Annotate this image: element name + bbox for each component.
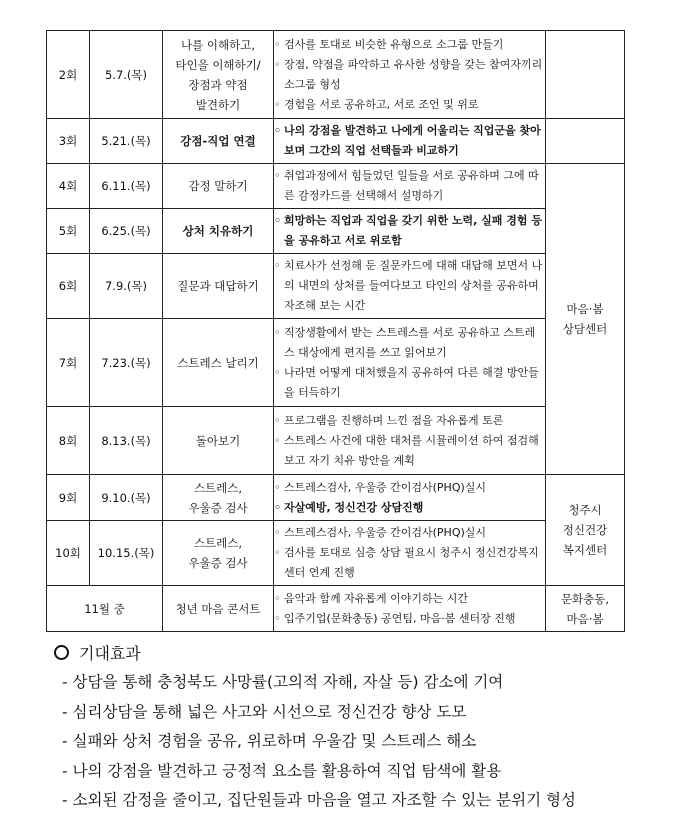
title-line: 우울증 검사 [188,556,248,570]
title-line: 스트레스, [193,480,243,495]
venue-line: 상담센터 [562,322,608,336]
session-title: 스트레스 날리기 [163,319,274,407]
session-timing: 11월 중 [47,586,163,632]
table-row [47,209,625,254]
session-content [274,209,546,254]
session-title [163,521,274,586]
session-number: 3회 [47,119,90,164]
content-bullet: ◦ 프로그램을 진행하며 느낀 점을 자유롭게 토론 [274,411,545,431]
table-row [47,119,625,164]
table-row [47,31,625,119]
content-bullet: ◦ 검사를 토대로 비슷한 유형으로 소그룹 만들기 [274,35,545,55]
session-content [274,319,546,407]
session-number: 10회 [47,521,90,586]
title-line: 장점과 약점 [188,77,248,92]
section-heading [54,640,654,668]
content-bullet: ◦ 직장생활에서 받는 스트레스를 서로 공유하고 스트레스 대상에게 편지를 쓰고 읽어보기 [274,323,545,363]
venue-cell-empty [546,119,625,164]
session-content [274,521,546,586]
expected-effects-section [54,640,654,816]
session-number: 7회 [47,319,90,407]
effect-item: - 나의 강점을 발견하고 긍정적 요소를 활용하여 직업 탐색에 활용 [62,761,502,780]
session-title: 감정 말하기 [163,164,274,209]
session-title: 돌아보기 [163,407,274,475]
effect-item: - 심리상담을 통해 넓은 사고와 시선으로 정신건강 향상 도모 [62,702,467,721]
table-row [47,475,625,521]
venue-cheongju [546,475,625,586]
content-bullet: ◦ 스트레스검사, 우울증 간이검사(PHQ)실시 [274,523,545,543]
session-content [274,407,546,475]
venue-line: 마음·봄 [566,302,604,316]
effect-item: - 실패와 상처 경험을 공유, 위로하며 우울감 및 스트레스 해소 [62,732,477,750]
table-row [47,164,625,209]
venue-cell-empty [546,31,625,119]
content-bullet: ◦ 스트레스 사건에 대한 대처를 시뮬레이션 하여 점검해 보고 자기 치유 방안을 계획 [274,431,545,471]
content-bullet: ◦ 음악과 함께 자유롭게 이야기하는 시간 [274,589,545,609]
session-date: 8.13.(목) [90,407,163,475]
table-row [47,521,625,586]
session-number: 8회 [47,407,90,475]
title-line: 타인을 이해하기/ [175,57,261,72]
table-row [47,586,625,632]
program-schedule-table [46,30,625,632]
title-line: 우울증 검사 [188,500,248,515]
session-content [274,586,546,632]
session-content [274,164,546,209]
session-date: 6.25.(목) [90,209,163,254]
table-row [47,407,625,475]
session-date: 7.9.(목) [90,254,163,319]
content-bullet: ◦ 입주기업(문화충동) 공연팀, 마음·봄 센터장 진행 [274,609,545,629]
title-line: 스트레스, [193,536,243,550]
session-number: 2회 [47,31,90,119]
effect-item: - 상담을 통해 충청북도 사망률(고의적 자해, 자살 등) 감소에 기여 [62,673,504,691]
content-bullet: ◦ 나의 강점을 발견하고 나에게 어울리는 직업군을 찾아보며 그간의 직업 선택들과 비교하기 [274,121,545,161]
session-title: 상처 치유하기 [163,209,274,254]
venue-culture [546,586,625,632]
session-number: 6회 [47,254,90,319]
content-bullet: ◦ 검사를 토대로 심층 상담 필요시 청주시 정신건강복지센터 연계 진행 [274,543,545,583]
session-title: 강점-직업 연결 [163,119,274,164]
title-line: 나를 이해하고, [181,37,255,52]
session-date: 10.15.(목) [90,521,163,586]
session-title: 질문과 대답하기 [163,254,274,319]
table-row [47,319,625,407]
content-bullet: ◦ 나라면 어떻게 대처했을지 공유하여 다른 해결 방안들을 터득하기 [274,363,545,403]
content-bullet: ◦ 취업과정에서 힘들었던 일들을 서로 공유하며 그에 따른 감정카드를 선택해서 설명하기 [274,166,545,206]
title-line: 발견하기 [195,97,241,112]
circle-bullet-icon [54,645,69,660]
content-bullet: ◦ 희망하는 직업과 직업을 갖기 위한 노력, 실패 경험 등을 공유하고 서로 위로함 [274,211,545,251]
content-bullet: ◦ 스트레스검사, 우울증 간이검사(PHQ)실시 [274,478,545,498]
session-title [163,475,274,521]
session-title [163,31,274,119]
content-bullet: ◦ 자살예방, 정신건강 상담진행 [274,498,545,518]
session-content [274,31,546,119]
session-number: 9회 [47,475,90,521]
venue-line: 청주시 [568,503,602,517]
venue-line: 마음·봄 [566,611,604,626]
venue-maum-bom [546,164,625,475]
session-content [274,254,546,319]
session-number: 5회 [47,209,90,254]
session-content [274,119,546,164]
content-bullet: ◦ 경험을 서로 공유하고, 서로 조언 및 위로 [274,95,545,115]
session-number: 4회 [47,164,90,209]
content-bullet: ◦ 장점, 약점을 파악하고 유사한 성향을 갖는 참여자끼리 소그룹 형성 [274,55,545,95]
venue-line: 문화충동, [560,591,610,606]
session-date: 7.23.(목) [90,319,163,407]
effect-item: - 소외된 감정을 줄이고, 집단원들과 마음을 열고 자조할 수 있는 분위기 형성 [62,791,576,809]
session-title: 청년 마음 콘서트 [163,586,274,632]
content-bullet: ◦ 치료사가 선정해 둔 질문카드에 대해 대답해 보면서 나의 내면의 상처를 들여다보고 타인의 상처를 공유하며 자조해 보는 시간 [274,256,545,316]
session-content [274,475,546,521]
venue-line: 정신건강 [562,523,608,537]
session-date: 9.10.(목) [90,475,163,521]
session-date: 5.21.(목) [90,119,163,164]
session-date: 6.11.(목) [90,164,163,209]
table-row [47,254,625,319]
heading-text: 기대효과 [79,644,141,663]
session-date: 5.7.(목) [90,31,163,119]
venue-line: 복지센터 [562,543,608,557]
